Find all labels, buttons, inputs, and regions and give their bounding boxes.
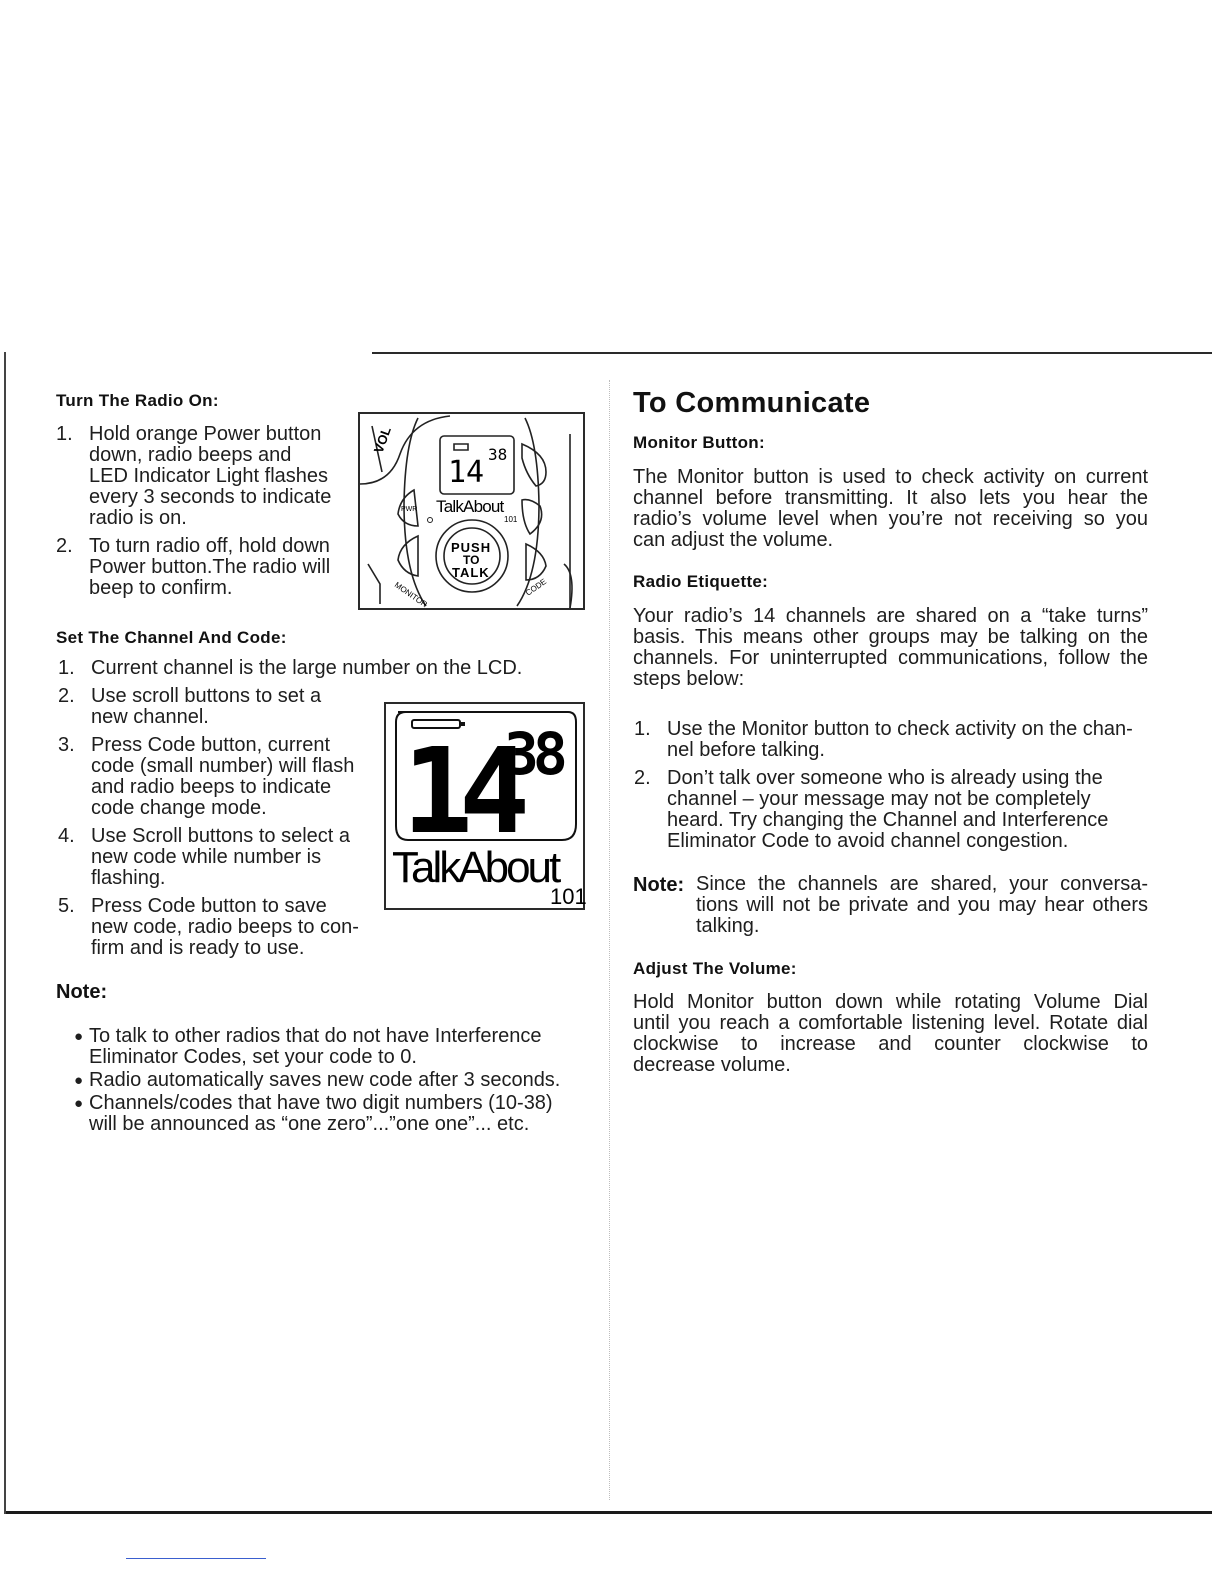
step-line: Use scroll buttons to set a	[91, 685, 322, 707]
step-number: 1.	[56, 423, 73, 445]
lcd-channel-number: 14	[402, 722, 517, 860]
paragraph-line: Since the channels are shared, your conversa-	[696, 873, 1148, 895]
step-line: To turn radio off, hold down	[89, 535, 330, 557]
monitor-heading: Monitor Button:	[633, 433, 765, 452]
step-line: Use the Monitor button to check activity on the chan-	[667, 718, 1133, 740]
step-line: flashing.	[91, 867, 166, 889]
step-line: Power button.The radio will	[89, 556, 331, 578]
radio-lcd-code: 38	[488, 445, 508, 464]
step-number: 3.	[58, 734, 75, 756]
step-line: and radio beeps to indicate	[91, 776, 332, 798]
step-line: down, radio beeps and	[89, 444, 292, 466]
note-line: To talk to other radios that do not have Interference	[89, 1025, 542, 1047]
bottom-rule	[6, 1511, 1212, 1514]
vol-label: VOL	[370, 424, 394, 456]
turn-on-heading: Turn The Radio On:	[56, 391, 219, 410]
page-fold	[609, 380, 610, 1500]
step-line: radio is on.	[89, 507, 187, 529]
lcd-code-number: 38	[504, 720, 562, 788]
etiquette-step	[634, 768, 1164, 852]
paragraph-line: channels. For uninterrupted communications, follow the	[633, 647, 1148, 669]
step-line: Press Code button, current	[91, 734, 331, 756]
push-label: PUSH	[451, 540, 492, 555]
step-line: nel before talking.	[667, 739, 825, 761]
lcd-illustration	[384, 702, 585, 910]
paragraph-line: can adjust the volume.	[633, 529, 834, 551]
etiquette-steps	[634, 719, 1164, 852]
monitor-paragraph	[633, 467, 1148, 551]
turn-on-step	[56, 536, 356, 599]
radio-antenna-base	[368, 564, 380, 604]
step-number: 1.	[58, 657, 75, 679]
step-number: 2.	[58, 685, 75, 707]
paragraph-line: until you reach a comfortable listening level. Rotate dial	[633, 1012, 1148, 1034]
step-line: code (small number) will flash	[91, 755, 355, 777]
left-page-edge	[4, 352, 6, 1514]
step-line: Press Code button to save	[91, 895, 327, 917]
step-number: 5.	[58, 895, 75, 917]
etiquette-step	[634, 719, 1164, 761]
paragraph-line: clockwise to increase and counter clockwise to	[633, 1033, 1148, 1055]
bullet-dot: ●	[74, 1028, 84, 1045]
bullet-dot: ●	[74, 1095, 84, 1112]
scroll-up-button	[522, 444, 546, 486]
monitor-label: MONITOR	[392, 580, 429, 610]
step-line: beep to confirm.	[89, 577, 233, 599]
step-line: Current channel is the large number on the LCD.	[91, 657, 523, 679]
paragraph-line: tions will not be private and you may hear others	[696, 894, 1148, 916]
paragraph-line: channel before transmitting. It also lets you hear the	[633, 487, 1148, 509]
step-line: firm and is ready to use.	[91, 937, 305, 959]
code-side-button	[526, 544, 546, 580]
radio-lcd-channel: 14	[448, 455, 485, 490]
battery-indicator	[454, 444, 468, 450]
note-line: Eliminator Codes, set your code to 0.	[89, 1046, 417, 1068]
paragraph-line: talking.	[696, 915, 760, 937]
pwr-label: PWR	[401, 506, 418, 513]
lcd-brand: TalkAbout	[392, 843, 559, 892]
step-line: heard. Try changing the Channel and Interference	[667, 809, 1109, 831]
step-line: new code, radio beeps to con-	[91, 916, 359, 938]
paragraph-line: steps below:	[633, 668, 745, 690]
step-line: every 3 seconds to indicate	[89, 486, 332, 508]
radio-illustration	[358, 412, 585, 610]
set-channel-step	[58, 658, 578, 679]
volume-paragraph	[633, 992, 1148, 1076]
led-indicator	[428, 518, 433, 523]
bullet-dot: ●	[74, 1072, 84, 1089]
note-line: Channels/codes that have two digit numbers (10-38)	[89, 1092, 553, 1114]
etiquette-paragraph	[633, 606, 1148, 690]
step-number: 2.	[56, 535, 73, 557]
step-line: new code while number is	[91, 846, 322, 868]
step-line: LED Indicator Light flashes	[89, 465, 329, 487]
turn-on-step	[56, 424, 356, 529]
to-label: TO	[463, 553, 480, 567]
note-bullet	[74, 1093, 594, 1135]
lcd-model: 101	[550, 884, 587, 909]
paragraph-line: Hold Monitor button down while rotating Volume Dial	[633, 991, 1148, 1013]
code-label: CODE	[523, 577, 549, 598]
radio-brand: TalkAbout	[436, 497, 504, 516]
turn-on-steps	[56, 424, 356, 599]
paragraph-line: decrease volume.	[633, 1054, 791, 1076]
etiquette-heading: Radio Etiquette:	[633, 572, 769, 591]
page-title: To Communicate	[633, 387, 871, 419]
radio-model: 101	[504, 515, 518, 524]
step-number: 4.	[58, 825, 75, 847]
note-line: will be announced as “one zero”...”one one”... etc.	[89, 1113, 530, 1135]
talk-label: TALK	[452, 565, 490, 580]
paragraph-line: radio’s volume level when you’re not receiving so you	[633, 508, 1148, 530]
step-line: Don’t talk over someone who is already using the	[667, 767, 1103, 789]
step-line: Eliminator Code to avoid channel congestion.	[667, 830, 1069, 852]
note-bullet	[74, 1026, 594, 1068]
footer-line	[126, 1558, 266, 1559]
set-channel-heading: Set The Channel And Code:	[56, 628, 287, 647]
etiquette-note-label: Note:	[633, 874, 685, 896]
radio-drawing	[360, 414, 583, 608]
left-note-label: Note:	[56, 981, 108, 1003]
etiquette-note-text	[696, 874, 1148, 937]
left-note-bullets	[74, 1026, 594, 1135]
top-rule	[372, 352, 1212, 354]
note-line: Radio automatically saves new code after 3 seconds.	[89, 1069, 561, 1091]
paragraph-line: The Monitor button is used to check activity on current	[633, 466, 1148, 488]
volume-heading: Adjust The Volume:	[633, 959, 797, 978]
lcd-drawing	[386, 704, 587, 909]
step-line: code change mode.	[91, 797, 267, 819]
paragraph-line: Your radio’s 14 channels are shared on a “take turns”	[633, 605, 1148, 627]
step-line: channel – your message may not be completely	[667, 788, 1091, 810]
step-line: Hold orange Power button	[89, 423, 322, 445]
step-number: 1.	[634, 718, 651, 740]
step-line: Use Scroll buttons to select a	[91, 825, 351, 847]
note-bullet	[74, 1070, 594, 1091]
paragraph-line: basis. This means other groups may be talking on the	[633, 626, 1148, 648]
step-line: new channel.	[91, 706, 209, 728]
step-number: 2.	[634, 767, 651, 789]
